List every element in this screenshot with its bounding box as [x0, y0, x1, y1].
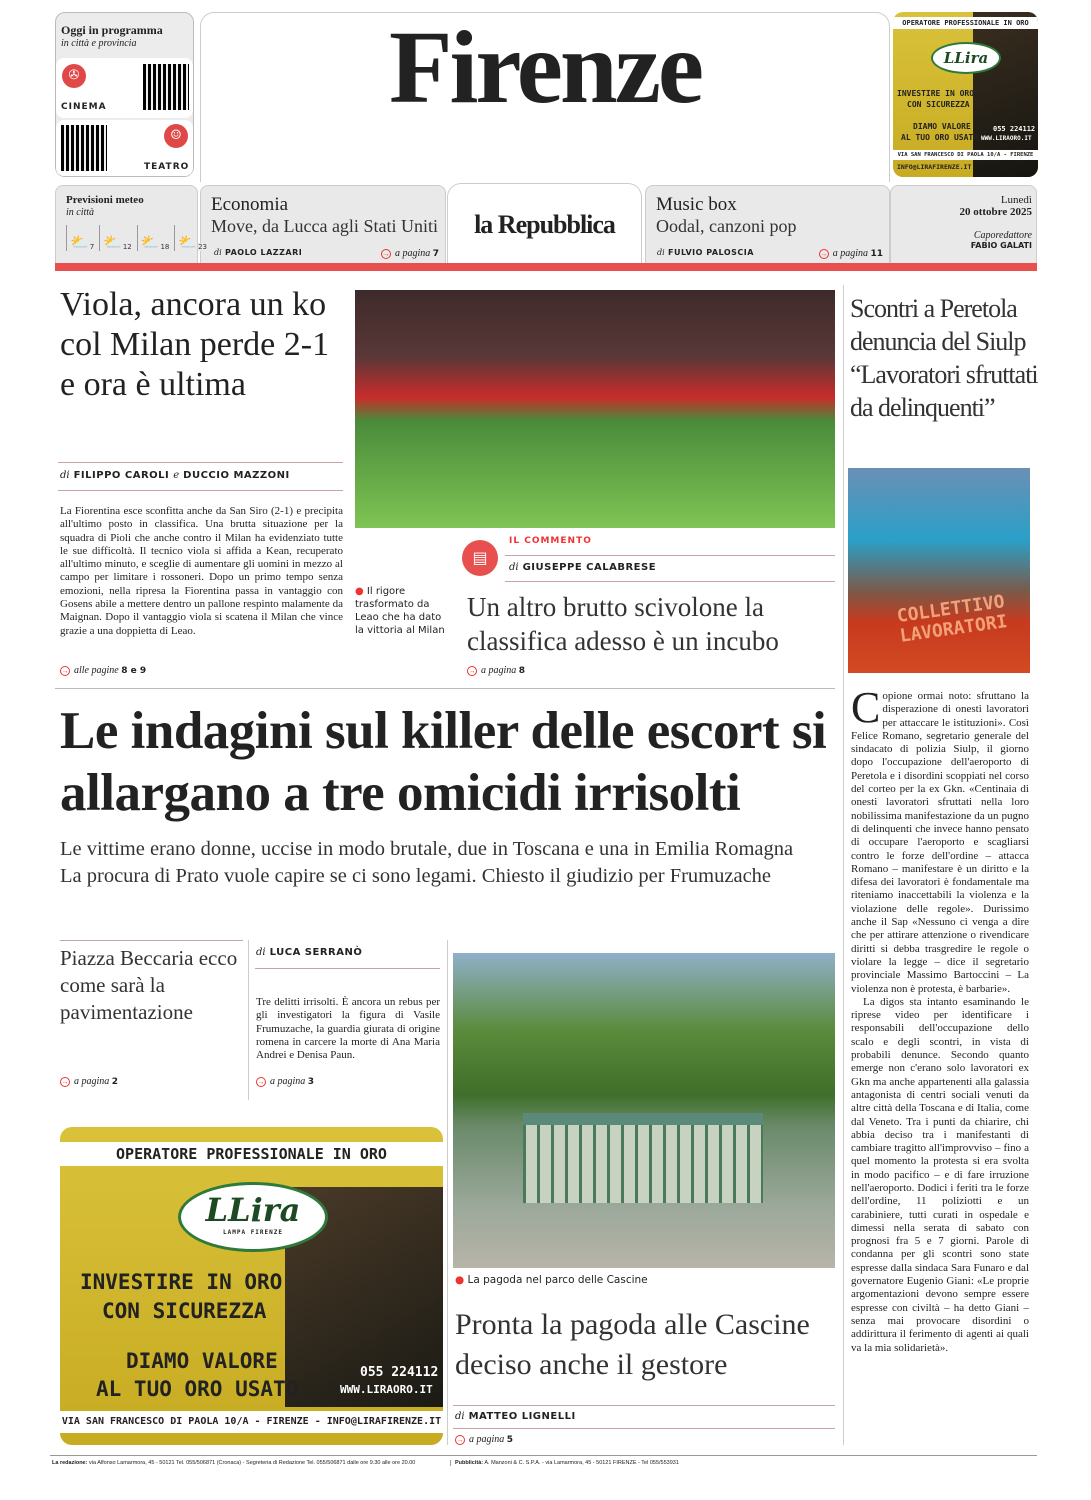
programma-box — [55, 12, 194, 177]
footer-text: A. Manzoni & C. S.P.A. - via Lamarmora, 45 - 50121 FIRENZE - Tel 055/553931 — [484, 1460, 679, 1466]
editor-name: FABIO GALATI — [970, 241, 1032, 250]
ad-line1: INVESTIRE IN ORO — [80, 1270, 283, 1294]
cinema-qr-code[interactable] — [143, 64, 189, 110]
ad-small-top: OPERATORE PROFESSIONALE IN ORO — [893, 17, 1038, 29]
ad-small-line3: DIAMO VALORE — [913, 122, 971, 131]
page-number: 2 — [111, 1077, 119, 1087]
divider — [447, 940, 448, 1445]
author: GIUSEPPE CALABRESE — [522, 562, 657, 573]
by-prefix: di — [214, 248, 222, 257]
film-reel-icon: ✇ — [62, 64, 86, 88]
lead-body: Tre delitti irrisolti. È ancora un rebus per gli investigatori la figura di Vasile Frumuzache, la guardia giurata di origine romena in carcere la morte di Ana Maria Andrei e Denisa Paun. — [256, 996, 440, 1062]
viola-page-link[interactable] — [60, 665, 146, 676]
cinema-label: CINEMA — [61, 102, 107, 112]
music-teaser[interactable] — [645, 185, 890, 263]
viola-caption — [355, 585, 445, 637]
meteo-subtitle: in città — [66, 207, 95, 218]
commento-icon: ▤ — [462, 540, 498, 576]
pagoda-caption — [455, 1274, 648, 1286]
teatro-qr-code[interactable] — [61, 125, 107, 171]
footer-label: La redazione: — [52, 1460, 88, 1466]
ad-small-email: INFO@LIRAFIRENZE.IT — [897, 163, 972, 171]
ad-logo-sub: LAMPA FIRENZE — [223, 1229, 283, 1236]
repubblica-logo-box — [447, 183, 642, 263]
arrow-right-icon: → — [257, 1078, 265, 1086]
economia-author: PAOLO LAZZARI — [224, 248, 303, 257]
footer-rule — [50, 1455, 1037, 1456]
body-paragraph: opione ormai noto: sfruttano la disperazione di onesti lavoratori per attaccare le istituzioni». Così Felice Romano, segretario generale del sindacato di polizia Siulp, il giorno dopo l'occupazione dell'aeroporto di Peretola e i disordini scoppiati nel corso del corteo per la ex Gkn. «Centinaia di onesti lavoratori sfruttati nella loro nobilissima manifestazione da un pugno di delinquenti che invece hanno pensato di occupare l'aeroporto e scagliarsi contro le forze dell'ordine – attacca Romano – manifestare è un diritto e la difesa dei lavoratori è fondamentale ma riteniamo inaccettabili la violenza e la violazione delle regole». Durissimo anche il Sap «Nessuno ci venga a dire che per attirare attenzione o rivendicare diritti si debba trasgredire le regole o violare la legge – dice il segretario provinciale Massimo Bartoccini – La violenza non è protesta, è barbarie». — [851, 690, 1029, 995]
viola-headline[interactable]: Viola, ancora un ko col Milan perde 2-1 e ora è ultima — [60, 286, 330, 403]
arrow-right-icon: → — [382, 250, 390, 258]
ad-logo-text: LLira — [205, 1191, 301, 1229]
by-prefix: di — [657, 248, 665, 257]
ad-web: WWW.LIRAORO.IT — [340, 1383, 433, 1396]
viola-photo — [355, 290, 835, 528]
viola-byline — [60, 470, 290, 481]
commento-headline[interactable]: Un altro brutto scivolone la classifica adesso è un incubo — [467, 592, 779, 656]
meteo-hour: 7 — [89, 243, 95, 251]
theater-mask-icon: ☺ — [164, 124, 188, 148]
ad-small-phone: 055 224112 — [993, 125, 1036, 133]
meteo-slot — [66, 225, 94, 251]
pagoda-byline — [455, 1411, 576, 1422]
ad-liraoro[interactable] — [60, 1127, 443, 1445]
meteo-box[interactable] — [55, 185, 207, 263]
author: LUCA SERRANÒ — [269, 947, 363, 958]
programma-title: Oggi in programma — [61, 23, 163, 37]
conjunction: e — [173, 470, 180, 481]
peretola-headline[interactable]: Scontri a Peretola denuncia del Siulp “Lavoratori sfruttati da delinquenti” — [850, 294, 1038, 422]
meteo-hour: 12 — [122, 243, 132, 251]
arrow-right-icon: → — [820, 250, 828, 258]
commento-label: IL COMMENTO — [509, 536, 592, 546]
page-number: 11 — [870, 249, 883, 259]
cloud-sun-icon: ⛅ — [140, 233, 160, 251]
camera-icon: ● — [355, 586, 367, 597]
footer-redazione — [52, 1460, 415, 1466]
ad-small-line2: CON SICUREZZA — [907, 100, 970, 109]
teatro-link[interactable] — [56, 120, 193, 176]
ad-liraoro-small[interactable] — [893, 12, 1038, 177]
ad-line3: DIAMO VALORE — [126, 1349, 278, 1373]
economia-page-link[interactable] — [381, 248, 439, 259]
economia-byline — [214, 248, 302, 257]
pagoda-page-link[interactable] — [455, 1434, 513, 1445]
footer-pubblicita — [450, 1460, 679, 1466]
programma-subtitle: in città e provincia — [61, 38, 137, 49]
lead-byline — [256, 947, 362, 958]
economia-section: Economia — [211, 194, 289, 215]
arrow-right-icon: → — [456, 1436, 464, 1444]
lead-page-link[interactable] — [256, 1076, 314, 1087]
viola-body: La Fiorentina esce sconfitta anche da San Siro (2-1) e precipita all'ultimo posto in classifica. Una brutta situazione per la squadra di Pioli che anche contro il Milan ha evidenziato tutte le sue difficoltà. Il tecnico viola si affida a Kean, recuperato all'ultimo minuto, e sceglie di aumentare gli uomini in mezzo al campo per limitare i rossoneri. Dopo un primo tempo senza emozioni, nella ripresa la Fiorentina passa in vantaggio con Gosens abile a mettere dentro un pallone respinto malamente da Maignan. Dopo il vantaggio viola si scatena il Milan che vince grazie a una doppietta di Leao. — [60, 505, 343, 637]
ad-logo — [178, 1182, 328, 1252]
dropcap: C — [851, 683, 881, 732]
page-prefix: a pagina — [469, 1434, 505, 1445]
peretola-body — [851, 683, 1029, 1355]
arrow-right-icon: → — [468, 667, 476, 675]
page-prefix: a pagina — [832, 248, 868, 259]
masthead-title: Firenze — [388, 10, 702, 125]
repubblica-logo: la Repubblica — [474, 210, 615, 239]
author: MATTEO LIGNELLI — [468, 1411, 576, 1422]
lead-subtitle: La procura di Prato vuole capire se ci sono legami. Chiesto il giudizio per Frumuzache — [60, 865, 772, 887]
arrow-right-icon: → — [61, 667, 69, 675]
page-prefix: a pagina — [270, 1076, 306, 1087]
date: 20 ottobre 2025 — [959, 206, 1032, 218]
meteo-slot — [137, 225, 170, 251]
economia-teaser[interactable] — [200, 185, 446, 263]
ad-address: VIA SAN FRANCESCO DI PAOLA 10/A - FIRENZE - INFO@LIRAFIRENZE.IT — [60, 1411, 443, 1433]
page-prefix: alle pagine — [74, 665, 119, 676]
ad-small-address: VIA SAN FRANCESCO DI PAOLA 10/A - FIRENZE — [893, 150, 1038, 160]
beccaria-page-link[interactable] — [60, 1076, 118, 1087]
music-page-link[interactable] — [819, 248, 883, 259]
caption-text: Il rigore trasformato da Leao che ha dato la vittoria al Milan — [355, 586, 445, 636]
music-byline — [657, 248, 754, 257]
weekday: Lunedì — [1000, 194, 1032, 206]
page-number: 7 — [432, 249, 439, 259]
page-number: 8 e 9 — [121, 666, 147, 676]
date-box — [890, 185, 1037, 263]
meteo-slot — [99, 225, 132, 251]
meteo-hour: 23 — [198, 243, 207, 251]
page-prefix: a pagina — [481, 665, 517, 676]
ad-small-line4: AL TUO ORO USATO — [901, 133, 979, 142]
pagoda-photo — [453, 953, 835, 1268]
ad-small-web: WWW.LIRAORO.IT — [981, 135, 1032, 142]
peretola-photo — [848, 468, 1030, 673]
editor-role: Caporedattore — [973, 230, 1032, 241]
ad-small-logo: LLira — [931, 42, 1001, 74]
by-prefix: di — [455, 1411, 465, 1422]
by-prefix: di — [509, 562, 519, 573]
cloud-rain-icon: ⛅ — [103, 233, 122, 251]
cloud-icon: ⛅ — [178, 233, 198, 251]
cloud-sun-icon: ⛅ — [70, 233, 89, 251]
ad-top: OPERATORE PROFESSIONALE IN ORO — [60, 1142, 443, 1166]
footer-label: Pubblicità: — [455, 1460, 484, 1466]
page-prefix: a pagina — [74, 1076, 110, 1087]
meteo-hour: 18 — [160, 243, 170, 251]
page-number: 8 — [518, 666, 526, 676]
lead-subtitle: Le vittime erano donne, uccise in modo brutale, due in Toscana e una in Emilia Romagna — [60, 838, 794, 860]
economia-title: Move, da Lucca agli Stati Uniti — [211, 216, 438, 236]
page-number: 3 — [307, 1077, 315, 1087]
arrow-right-icon: → — [61, 1078, 69, 1086]
meteo-title: Previsioni meteo — [66, 194, 144, 206]
commento-page-link[interactable] — [467, 665, 525, 676]
body-paragraph: La digos sta intanto esaminando le riprese video per identificare i responsabili dell'occupazione dello scalo e degli scontri, in vista di probabili denunce. Secondo quanto emerge non c'erano solo lavoratori ex Gkn ma anche appartenenti alla galassia antagonista di centri sociali venuti da altre città della Toscana e di Italia, come dal Veneto. Tra i punti da chiarire, chi abbia deciso tra i manifestanti di cambiare tragitto all'improvviso – fino a quel momento la protesta si era svolta in modo pacifico – e di fare irruzione nell'aeroporto. Dodici i feriti tra le forze dell'ordine, 11 poliziotti e un carabiniere, tutti curati in ospedale e dimessi nella serata di sabato con prognosi fra 5 e 7 giorni. Parole di condanna per gli scontri sono state espresse dalla sindaca Sara Funaro e dal governatore Eugenio Giani: «Le proprie argomentazioni devono sempre essere espresse con civiltà – ha detto Giani – senza mai provocare disordini o addirittura il ferimento di agenti ai quali va la mia solidarietà». — [851, 995, 1029, 1354]
camera-icon: ● — [455, 1274, 468, 1286]
teatro-label: TEATRO — [144, 162, 190, 172]
lead-headline[interactable]: Le indagini sul killer delle escort si allargano a tre omicidi irrisolti — [60, 702, 827, 822]
divider — [248, 940, 249, 1100]
cinema-link[interactable] — [56, 58, 193, 118]
page-prefix: a pagina — [394, 248, 431, 259]
ad-phone: 055 224112 — [360, 1365, 439, 1380]
ad-small-line1: INVESTIRE IN ORO — [897, 89, 975, 98]
beccaria-headline[interactable]: Piazza Beccaria ecco come sarà la pavimentazione — [60, 946, 238, 1024]
ad-line2: CON SICUREZZA — [102, 1299, 267, 1323]
author: FILIPPO CAROLI — [73, 470, 170, 481]
column-divider — [843, 285, 844, 1445]
music-title: Oodal, canzoni pop — [656, 216, 797, 236]
strip-red-bar — [55, 263, 1037, 271]
music-section: Music box — [656, 194, 737, 215]
music-author: FULVIO PALOSCIA — [667, 248, 754, 257]
commento-byline — [509, 562, 656, 573]
photo-banner-text: COLLETTIVO LAVORATORI — [895, 591, 1009, 647]
by-prefix: di — [256, 947, 266, 958]
by-prefix: di — [60, 470, 70, 481]
author: DUCCIO MAZZONI — [183, 470, 290, 481]
caption-text: La pagoda nel parco delle Cascine — [467, 1274, 648, 1286]
page-number: 5 — [506, 1435, 514, 1445]
ad-line4: AL TUO ORO USATO — [96, 1377, 299, 1401]
pagoda-headline[interactable]: Pronta la pagoda alle Cascine deciso anche il gestore — [455, 1308, 810, 1381]
footer-text: via Alfonso Lamarmora, 45 - 50121 Tel. 055/506871 (Cronaca) - Segreteria di Redazione Tel. 055/506871 dalle ore 9.30 alle ore 20.00 — [88, 1460, 416, 1466]
